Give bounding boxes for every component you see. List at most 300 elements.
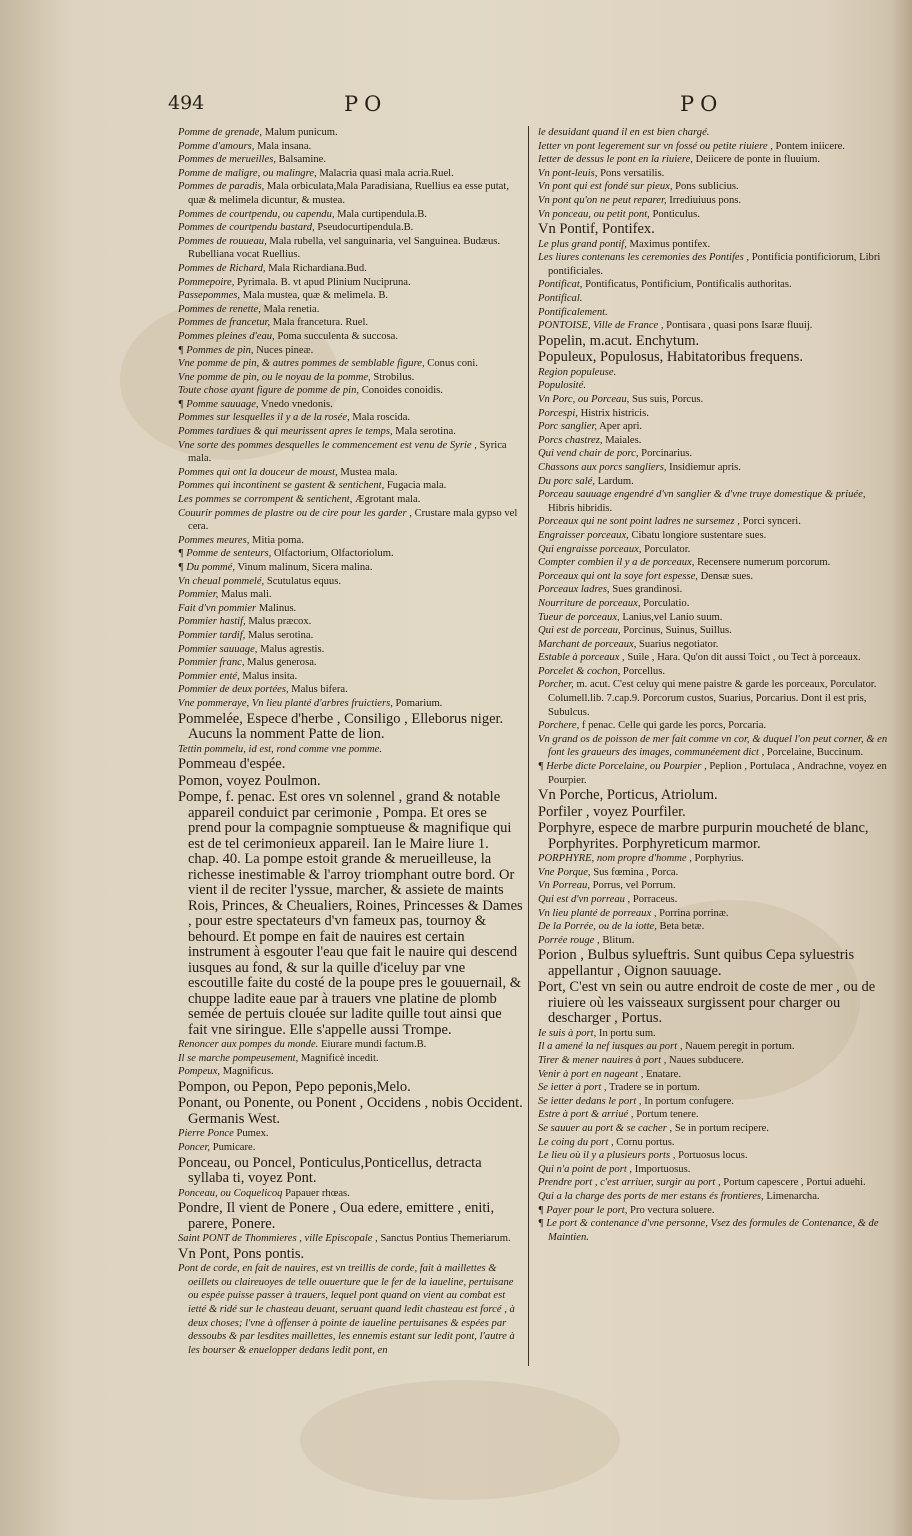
entry-headword: Pompeux, <box>178 1066 221 1078</box>
dictionary-entry <box>178 425 523 439</box>
entry-headword: Pierre Ponce <box>178 1128 234 1140</box>
entry-headword: Vne sorte des pommes desquelles le commencement est venu de Syrie , <box>178 439 477 451</box>
entry-translation: Vinum malinum, Sicera malina. <box>235 562 373 573</box>
entry-headword: Tirer & mener nauires à port , <box>538 1055 667 1067</box>
entry-headword: Prendre port , c'est arriuer, surgir au port , <box>538 1177 721 1189</box>
dictionary-entry <box>538 529 888 543</box>
dictionary-entry <box>538 222 888 238</box>
dictionary-entry <box>538 879 888 893</box>
entry-headword: Populosité. <box>538 380 586 392</box>
dictionary-entry <box>538 208 888 222</box>
entry-translation: Tradere se in portum. <box>606 1082 700 1094</box>
entry-headword: Porceau sauuage engendré d'vn sanglier & d'vne truye domestique & priuée, <box>538 489 866 501</box>
entry-translation: Scutulatus equus. <box>264 575 342 587</box>
entry-headword: Porceaux qui ont la soye fort espesse, <box>538 570 698 582</box>
entry-headword: Vn cheual pommelé, <box>178 575 265 587</box>
dictionary-entry <box>178 1156 523 1187</box>
entry-translation: espece de marbre purpurin moucheté de blanc, Porphyrites. Porphyreticum marmor. <box>548 820 869 852</box>
entry-headword: Port, <box>538 979 566 996</box>
dictionary-entry <box>178 1232 523 1246</box>
entry-headword: Les liures contenans les ceremonies des Pontifes , <box>538 252 750 264</box>
entry-headword: Chassons aux porcs sangliers, <box>538 461 667 473</box>
entry-translation: Mala serotina. <box>392 426 456 438</box>
entry-headword: Ponceau, ou Coquelicoq <box>178 1187 283 1199</box>
entry-headword: Ietter vn pont legerement sur vn fossé ou petite riuiere , <box>538 140 773 152</box>
entry-translation: Porculatio. <box>640 597 690 609</box>
entry-translation: Pontifex. <box>598 221 655 238</box>
entry-translation: Cornu portus. <box>613 1136 675 1148</box>
entry-translation: Il vient de Ponere , Oua edere, emittere , eniti, parere, Ponere. <box>188 1200 495 1232</box>
dictionary-entry <box>178 507 523 534</box>
entry-headword: Pont de corde, en fait de nauires, est vn treillis de corde, fait à maillettes & oeillets ou claireuoyes de telle ouuerture que le fer de la iaueline, pertuisane ou espée puisse passer à trauers, lequel pont quand on vient au combat est ietté & ridé sur le chasteau deuant, seruant quand ledit chasteau est forcé , à deux choses; l'vne à offenser à pointe de iaueline pertuisanes & espées par dessoubs & par lesdites maillettes, les ennemis estant sur ledit pont, l'autre à les bourser & enuelopper dedans ledit pont, en <box>178 1263 515 1356</box>
dictionary-entry <box>178 479 523 493</box>
entry-translation: Se in portum recipere. <box>672 1123 769 1135</box>
entry-headword: Du porc salé, <box>538 475 595 487</box>
entry-headword: Pondre, <box>178 1200 223 1217</box>
entry-headword: Qui vend chair de porc, <box>538 448 639 460</box>
entry-translation: Poma succulenta & succosa. <box>274 330 398 342</box>
dictionary-entry <box>538 719 888 733</box>
dictionary-entry <box>178 712 523 743</box>
entry-headword: Il a amené la nef iusques au port , <box>538 1041 683 1053</box>
dictionary-entry <box>178 344 523 358</box>
dictionary-entry <box>538 488 888 515</box>
dictionary-entry <box>178 439 523 466</box>
entry-translation: Beta betæ. <box>656 921 705 933</box>
dictionary-entry <box>538 1068 888 1082</box>
entry-headword: Nourriture de porceaux, <box>538 597 641 609</box>
dictionary-entry <box>538 350 888 366</box>
entry-translation: Mala renetia. <box>260 303 320 315</box>
entry-headword: Vn Porc, ou Porceau, <box>538 394 630 405</box>
entry-translation: Vnedo vnedonis. <box>258 398 333 410</box>
dictionary-entry <box>178 1080 523 1096</box>
entry-headword: Pommes tardiues & qui meurissent apres le temps, <box>178 426 393 438</box>
dictionary-entry <box>538 1163 888 1177</box>
dictionary-entry <box>538 948 888 979</box>
entry-translation: Pumicare. <box>210 1142 256 1153</box>
entry-translation: Pontificatus, Pontificium, Pontificalis authoritas. <box>582 279 792 291</box>
dictionary-entry <box>178 643 523 657</box>
entry-headword: Qui engraisse porceaux, <box>538 543 642 555</box>
entry-headword: Poncer, <box>178 1142 211 1153</box>
dictionary-entry <box>538 167 888 181</box>
dictionary-entry <box>538 153 888 167</box>
dictionary-entry <box>178 1096 523 1127</box>
dictionary-entry <box>178 126 523 140</box>
entry-headword: Pommes de Richard, <box>178 262 266 274</box>
entry-translation: Porci synceri. <box>739 516 801 528</box>
entry-translation: Insidiemur apris. <box>666 461 741 473</box>
entry-headword: ¶ Pomme sauuage, <box>178 398 259 410</box>
entry-translation: f. penac. Est ores vn solennel , grand & notable appareil conduict par cerimonie , Pompa. Et ores se prend pour la compagnie somptueuse & magnifique qui est de tel cerimonieux appareil. Ian le Maire liure 1. chap. 40. La pompe estoit grande & merueilleuse, la richesse inestimable & l'arroy triomphant outre bord. Or vient il de reciter l'yssue, marcher, & assiete de maints Rois, Princes, & Cheualiers, Roines, Princesses & Dames , pour estre spectateurs d'vn fameux pas, tournoy & behourd. Et pompe en fait de nauires est certain instrument à esgouter l'eau que fait le nauire qui descend iusques au fond, & sur la quille d'iceluy par vne escoutille faite du costé de la poupe pres le gouuernail, & chuppe ladite eaue par à trauers vne platine de plomb semée de pertuis clouée sur ladite quille tout ainsi que fait vne siringue. Elle s'appelle aussi Trompe. <box>188 789 523 1038</box>
entry-headword: Vn Porche, <box>538 787 604 804</box>
entry-headword: Vne pomme de pin, ou le noyau de la pomme, <box>178 371 371 383</box>
entry-headword: Porceaux ladres, <box>538 584 610 596</box>
entry-translation: Mala francetura. Ruel. <box>270 317 369 329</box>
entry-translation: Lanius,vel Lanio suum. <box>619 611 723 623</box>
entry-translation: Sanctus Pontius Themeriarum. <box>377 1233 511 1245</box>
entry-translation: Pyrimala. B. vt apud Plinium Nucipruna. <box>234 276 411 288</box>
entry-translation: Papauer rhœas. <box>282 1187 350 1199</box>
entry-headword: Le plus grand pontif, <box>538 238 627 250</box>
entry-headword: Pomon, <box>178 772 223 789</box>
entry-translation: Pro vectura soluere. <box>627 1204 715 1216</box>
entry-translation: Syrica mala. <box>188 439 507 465</box>
entry-headword: Tueur de porceaux, <box>538 611 620 623</box>
entry-translation: Portuosus locus. <box>675 1150 748 1162</box>
dictionary-entry <box>538 805 888 821</box>
entry-headword: Porcespi, <box>538 407 578 419</box>
entry-translation: Mala insana. <box>254 140 312 152</box>
entry-headword: Pomme d'amours, <box>178 140 255 152</box>
entry-headword: Pommier tardif, <box>178 629 246 641</box>
entry-translation: Porcelaine, Buccinum. <box>764 747 864 759</box>
entry-headword: Pommes de courtpendu bastard, <box>178 222 315 234</box>
entry-headword: Estre à port & arriué , <box>538 1109 634 1121</box>
entry-headword: Pommes de paradis, <box>178 181 265 193</box>
dictionary-entry <box>538 1149 888 1163</box>
entry-translation: Mala Richardiana.Bud. <box>265 262 367 274</box>
dictionary-entry <box>178 167 523 181</box>
entry-headword: Ponant, ou Ponente, ou Ponent , <box>178 1095 364 1112</box>
entry-translation: Mitia poma. <box>249 534 304 546</box>
entry-translation: Sus fœmina , Porca. <box>590 866 679 878</box>
entry-headword: ¶ Payer pour le port, <box>538 1204 628 1216</box>
column-rule <box>528 126 529 1366</box>
dictionary-entry <box>178 757 523 773</box>
entry-headword: Les pommes se corrompent & sentichent, <box>178 494 353 506</box>
entry-translation: Aper apri. <box>597 421 643 433</box>
page-number: 494 <box>168 92 205 114</box>
entry-headword: Pommes qui incontinent se gastent & sentichent, <box>178 480 385 492</box>
entry-headword: Vne pommeraye, Vn lieu planté d'arbres fruictiers, <box>178 697 393 709</box>
entry-translation: Nauem peregit in portum. <box>682 1041 795 1053</box>
entry-translation: Malus bifera. <box>288 684 348 696</box>
dictionary-entry <box>538 852 888 866</box>
entry-translation: Bulbus sylueftris. Sunt quibus Cepa syluestris appellantur , Oignon sauuage. <box>548 947 855 979</box>
entry-headword: Vn Porreau, <box>538 880 590 892</box>
entry-translation: Nuces pineæ. <box>253 344 314 356</box>
entry-headword: Vne Porque, <box>538 866 591 878</box>
entry-headword: Pompe, <box>178 789 222 806</box>
entry-translation: Histrix histricis. <box>577 407 649 419</box>
dictionary-entry <box>178 1201 523 1232</box>
entry-headword: Pommier de deux portées, <box>178 684 289 696</box>
dictionary-entry <box>178 493 523 507</box>
dictionary-entry <box>538 515 888 529</box>
dictionary-entry <box>178 235 523 262</box>
dictionary-entry <box>538 126 888 140</box>
dictionary-entry <box>178 534 523 548</box>
entry-headword: Tettin pommelu, id est, rond comme vne pomme. <box>178 743 382 755</box>
dictionary-entry <box>538 306 888 320</box>
entry-headword: Pommes sur lesquelles il y a de la rosée, <box>178 412 350 424</box>
entry-headword: Region populeuse. <box>538 366 617 378</box>
entry-headword: Toute chose ayant figure de pomme de pin, <box>178 385 360 397</box>
entry-headword: Pompon, <box>178 1078 230 1095</box>
dictionary-entry <box>538 556 888 570</box>
dictionary-entry <box>538 393 888 407</box>
entry-headword: Pomme de grenade, <box>178 127 263 138</box>
dictionary-entry <box>178 140 523 154</box>
dictionary-entry <box>538 407 888 421</box>
entry-headword: Qui est de porceau, <box>538 625 621 637</box>
dictionary-entry <box>178 180 523 207</box>
dictionary-entry <box>178 790 523 1038</box>
dictionary-entry <box>538 278 888 292</box>
dictionary-entry <box>178 1262 523 1357</box>
entry-headword: Se ietter dedans le port , <box>538 1095 642 1107</box>
dictionary-entry <box>538 760 888 787</box>
dictionary-entry <box>178 357 523 371</box>
dictionary-entry <box>538 980 888 1027</box>
entry-translation: Cibatu longiore sustentare sues. <box>628 529 767 541</box>
entry-translation: Pontem iniicere. <box>772 140 845 152</box>
entry-headword: Se ietter à port , <box>538 1082 607 1094</box>
entry-headword: Renoncer aux pompes du monde. <box>178 1039 319 1051</box>
entry-translation: Malinus. <box>256 602 297 614</box>
entry-translation: Portum tenere. <box>633 1109 699 1121</box>
right-column <box>538 126 888 1244</box>
dictionary-entry <box>178 588 523 602</box>
entry-headword: Pommier, <box>178 589 219 601</box>
entry-headword: Pommes de renette, <box>178 303 261 315</box>
entry-translation: Sues grandinosi. <box>609 584 683 596</box>
entry-translation: Mala orbiculata,Mala Paradisiana, Ruellius ea esse putat, quæ & melimela dicuntur, & mustea. <box>188 181 509 206</box>
dictionary-entry <box>538 1217 888 1244</box>
entry-headword: Pommes de rouueau, <box>178 235 267 247</box>
entry-headword: Pomme de maligre, ou malingre, <box>178 167 317 179</box>
dictionary-entry <box>178 1247 523 1263</box>
entry-translation: Ponticulus. <box>649 208 700 220</box>
dictionary-entry <box>178 384 523 398</box>
entry-headword: Pommier franc, <box>178 657 245 669</box>
dictionary-entry <box>538 597 888 611</box>
entry-translation: Porcellus. <box>620 665 666 677</box>
entry-headword: Couurir pommes de plastre ou de cire pour les garder , <box>178 507 412 519</box>
entry-translation: Mala roscida. <box>349 412 411 424</box>
entry-translation: Porrus, vel Porrum. <box>589 880 676 892</box>
entry-translation: Magnificus. <box>220 1066 274 1078</box>
entry-headword: Pontificalement. <box>538 306 608 318</box>
entry-headword: Pontificat, <box>538 279 583 291</box>
entry-headword: Qui est d'vn porreau , <box>538 894 631 905</box>
dictionary-entry <box>538 420 888 434</box>
entry-headword: Compter combien il y a de porceaux, <box>538 557 695 569</box>
entry-headword: le desuidant quand il en est bien chargé. <box>538 127 710 138</box>
entry-translation: Suarius negotiator. <box>636 638 719 650</box>
entry-headword: Porchere, <box>538 720 580 732</box>
entry-translation: Pumex. <box>233 1128 269 1140</box>
entry-headword: Vne pomme de pin, & autres pommes de semblable figure, <box>178 358 425 370</box>
entry-headword: Estable à porceaux , <box>538 652 625 664</box>
entry-translation: Occidens , nobis Occident. Germanis West. <box>188 1095 523 1127</box>
entry-translation: Peplion , Portulaca , Andrachne, voyez en Pourpier. <box>548 761 887 786</box>
entry-headword: Porceaux qui ne sont point ladres ne sursemez , <box>538 516 740 528</box>
entry-translation: C'est vn sein ou autre endroit de coste de mer , ou de riuiere où les vaisseaux surgissent pour charger ou descharger , Portus. <box>548 979 876 1027</box>
dictionary-entry <box>178 1038 523 1052</box>
entry-translation: Porrina porrinæ. <box>656 907 729 919</box>
dictionary-entry <box>538 733 888 760</box>
entry-translation: Pontificia pontificiorum, Libri pontificiales. <box>548 252 881 277</box>
running-head-right: PO <box>680 92 724 116</box>
entry-translation: Fugacia mala. <box>384 480 447 492</box>
entry-translation: Mala mustea, quæ & melimela. B. <box>240 290 389 302</box>
dictionary-entry <box>178 208 523 222</box>
dictionary-entry <box>178 683 523 697</box>
entry-headword: Porcs chastrez, <box>538 434 603 446</box>
entry-headword: Pommes pleines d'eau, <box>178 330 275 342</box>
entry-headword: Porcher, <box>538 679 574 691</box>
entry-translation: Porculator. <box>641 543 691 555</box>
dictionary-entry <box>178 774 523 790</box>
dictionary-entry <box>178 561 523 575</box>
entry-headword: Populeux, <box>538 349 597 366</box>
entry-headword: Vn pont-leuis, <box>538 167 598 179</box>
dictionary-entry <box>538 543 888 557</box>
entry-headword: Pontifical. <box>538 293 583 305</box>
entry-headword: Vn grand os de poisson de mer fait comme vn cor, & duquel l'on peut corner, & en font les graueurs des images, communéement dict , <box>538 733 888 759</box>
dictionary-entry <box>538 238 888 252</box>
running-head-left: PO <box>344 92 388 116</box>
dictionary-entry <box>538 475 888 489</box>
dictionary-entry <box>178 743 523 757</box>
entry-headword: Pommier sauuage, <box>178 643 258 655</box>
dictionary-entry <box>178 1127 523 1141</box>
entry-translation: Sus suis, Porcus. <box>629 394 704 405</box>
entry-translation: voyez Poulmon. <box>222 772 321 789</box>
entry-translation: Malus mali. <box>218 589 272 601</box>
entry-translation: Espece d'herbe , Consiligo , Elleborus niger. Aucuns la nomment Patte de lion. <box>188 710 504 743</box>
entry-translation: Porcinarius. <box>638 448 693 460</box>
entry-translation: Irrediuiuus pons. <box>666 194 742 206</box>
entry-headword: Ponceau, ou Poncel, <box>178 1154 296 1171</box>
dictionary-entry <box>178 1052 523 1066</box>
entry-headword: Popelin, <box>538 332 586 349</box>
entry-headword: ¶ Pommes de pin, <box>178 344 254 356</box>
dictionary-entry <box>538 180 888 194</box>
entry-translation: Limenarcha. <box>763 1191 820 1202</box>
entry-headword: ¶ Herbe dicte Porcelaine, ou Pourpier , <box>538 761 707 773</box>
entry-headword: Porrée rouge , <box>538 934 600 946</box>
dictionary-entry <box>178 575 523 589</box>
dictionary-entry <box>178 398 523 412</box>
dictionary-entry <box>178 153 523 167</box>
entry-headword: Ietter de dessus le pont en la riuiere, <box>538 154 693 166</box>
entry-translation: Naues subducere. <box>666 1055 744 1067</box>
entry-translation: Crustare mala gypso vel cera. <box>188 507 518 533</box>
entry-headword: Porphyre, <box>538 820 595 837</box>
entry-headword: Il se marche pompeusement, <box>178 1052 299 1064</box>
entry-translation: Malus agrestis. <box>257 643 325 655</box>
entry-translation: Porphyrius. <box>691 853 744 865</box>
entry-translation: Malus generosa. <box>244 657 317 669</box>
dictionary-entry <box>538 1204 888 1218</box>
dictionary-entry <box>538 319 888 333</box>
dictionary-entry <box>538 1027 888 1041</box>
entry-translation: Pons versatilis. <box>597 167 665 179</box>
dictionary-entry <box>538 1095 888 1109</box>
entry-translation: Malum punicum. <box>262 127 338 138</box>
dictionary-entry <box>538 461 888 475</box>
entry-translation: Malus præcox. <box>245 616 312 628</box>
entry-translation: Deiicere de ponte in fluuium. <box>692 154 821 166</box>
dictionary-entry <box>538 251 888 278</box>
entry-translation: Porraceus. <box>630 894 678 905</box>
entry-translation: Porticus, Atriolum. <box>603 787 718 804</box>
entry-translation: Hibris hibridis. <box>548 502 613 514</box>
entry-headword: Vn pont qu'on ne peut reparer, <box>538 194 667 206</box>
entry-translation: Malacria quasi mala acria.Ruel. <box>316 167 454 179</box>
entry-translation: Blitum. <box>599 934 635 946</box>
dictionary-entry <box>538 379 888 393</box>
entry-headword: PORPHYRE, nom propre d'homme , <box>538 853 692 865</box>
entry-headword: Vn lieu planté de porreaux , <box>538 907 657 919</box>
entry-translation: Pseudocurtipendula.B. <box>314 222 414 234</box>
entry-headword: Porc sanglier, <box>538 421 598 433</box>
entry-translation: Mala rubella, vel sanguinaria, vel Sanguinea. Budæus. Rubelliana vocat Ruellius. <box>188 235 501 261</box>
entry-translation: Conus coni. <box>424 358 478 370</box>
entry-translation: Olfactorium, Olfactoriolum. <box>271 548 394 560</box>
entry-translation: Magnificè incedit. <box>298 1052 379 1064</box>
dictionary-entry <box>538 1122 888 1136</box>
entry-headword: Vn pont qui est fondé sur pieux, <box>538 181 673 193</box>
entry-headword: ¶ Le port & contenance d'vne personne, Vsez des formules de Contenance, & de Maintien. <box>538 1218 879 1243</box>
entry-headword: Qui a la charge des ports de mer estans és frontieres, <box>538 1191 764 1202</box>
page-header <box>168 92 728 120</box>
dictionary-entry <box>538 678 888 719</box>
entry-translation: Pontisara , quasi pons Isaræ fluuij. <box>663 320 813 332</box>
dictionary-entry <box>178 547 523 561</box>
entry-translation: Eiurare mundi factum.B. <box>318 1039 427 1051</box>
dictionary-entry <box>178 656 523 670</box>
dictionary-entry <box>178 330 523 344</box>
dictionary-entry <box>178 466 523 480</box>
entry-headword: Fait d'vn pommier <box>178 602 257 614</box>
entry-headword: Porcelet & cochon, <box>538 665 621 677</box>
dictionary-entry <box>538 821 888 852</box>
entry-translation: Recensere numerum porcorum. <box>694 557 831 569</box>
dictionary-entry <box>178 262 523 276</box>
entry-headword: Vn Pontif, <box>538 221 599 238</box>
entry-translation: Importuosus. <box>632 1163 691 1175</box>
dictionary-entry <box>178 289 523 303</box>
entry-translation: ou Pepon, Pepo peponis,Melo. <box>229 1078 411 1095</box>
entry-headword: ¶ Pomme de senteurs, <box>178 548 272 560</box>
entry-translation: f penac. Celle qui garde les porcs, Porcaria. <box>579 720 767 732</box>
entry-translation: Mustea mala. <box>337 466 398 478</box>
entry-translation: voyez Pourfiler. <box>589 803 686 820</box>
entry-translation: Pons pontis. <box>229 1245 305 1262</box>
dictionary-entry <box>538 583 888 597</box>
entry-translation: Populosus, Habitatoribus frequens. <box>596 349 804 366</box>
entry-headword: Pommepoire, <box>178 276 235 288</box>
dictionary-entry <box>538 866 888 880</box>
entry-headword: Passepommes, <box>178 290 241 302</box>
dictionary-entry <box>538 1081 888 1095</box>
entry-translation: Conoides conoidis. <box>359 385 443 397</box>
entry-headword: Pommes meures, <box>178 534 250 546</box>
entry-headword: De la Porrée, ou de la iotte, <box>538 921 657 933</box>
dictionary-entry <box>178 629 523 643</box>
entry-headword: Se sauuer au port & se cacher , <box>538 1123 673 1135</box>
entry-translation: Maximus pontifex. <box>626 238 711 250</box>
entry-headword: Pommier hastif, <box>178 616 246 628</box>
entry-translation: Enatare. <box>643 1068 681 1080</box>
entry-headword: Qui n'a point de port , <box>538 1163 633 1175</box>
entry-translation: Porcinus, Suinus, Suillus. <box>620 625 732 637</box>
